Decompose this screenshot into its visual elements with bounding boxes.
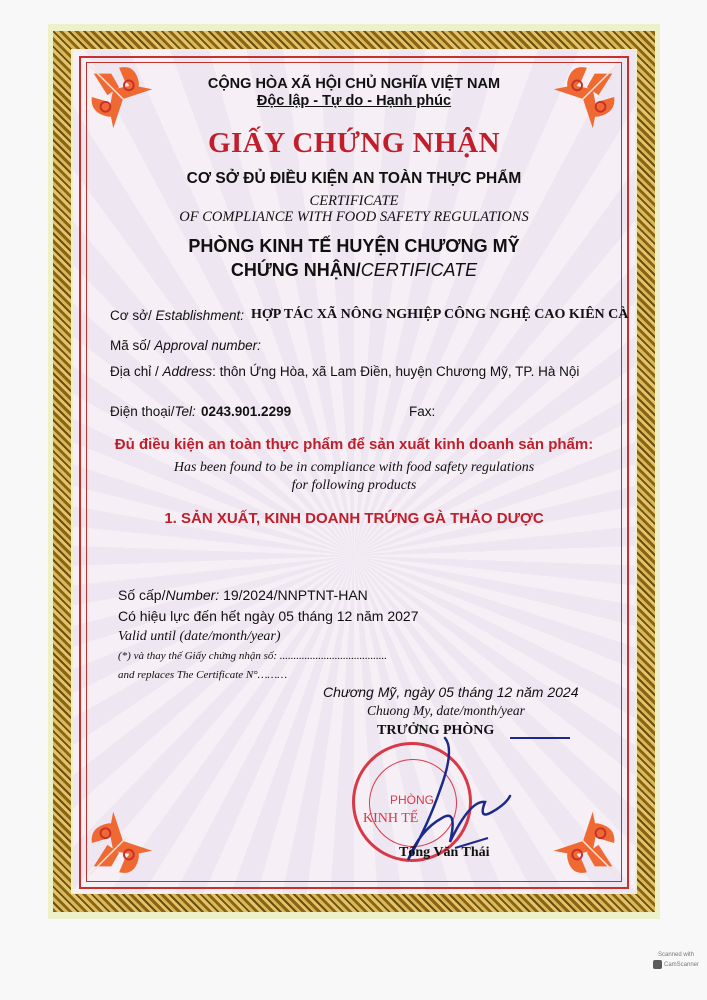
camscanner-logo-icon [653, 960, 662, 969]
valid-until-vn: Có hiệu lực đến hết ngày 05 tháng 12 năm 2027 [118, 608, 419, 624]
watermark-line2: CamScanner [663, 961, 699, 968]
compliance-statement-en-2: for following products [291, 478, 417, 493]
watermark-line1: Scanned with [657, 952, 695, 958]
approval-row [110, 338, 261, 353]
establishment-value: HỢP TÁC XÃ NÔNG NGHIỆP CÔNG NGHỆ CAO KIÊN CÀ [251, 307, 629, 322]
certificate-number-row [118, 587, 368, 603]
place-date-vn: Chương Mỹ, ngày 05 tháng 12 năm 2024 [323, 684, 579, 700]
country-name: CỘNG HÒA XÃ HỘI CHỦ NGHĨA VIỆT NAM [207, 76, 501, 92]
number-label-vn: Số cấp/ [118, 587, 166, 603]
signatory-position: TRƯỞNG PHÒNG [377, 723, 495, 738]
national-motto [80, 93, 628, 109]
approval-label-en: Approval number: [154, 338, 261, 353]
establishment-label-en: Establishment: [155, 308, 245, 323]
stamp-text-2: KINH TẾ [363, 811, 419, 826]
address-value: : thôn Ứng Hòa, xã Lam Điền, huyện Chương Mỹ, TP. Hà Nội [212, 364, 580, 379]
certificate-subtitle-vn: CƠ SỞ ĐỦ ĐIỀU KIỆN AN TOÀN THỰC PHẨM [186, 170, 522, 187]
replaces-vn: (*) và thay thế Giấy chứng nhận số: ....................................... [118, 650, 388, 662]
tel-label-vn: Điện thoại/ [110, 404, 175, 419]
issuer-name: PHÒNG KINH TẾ HUYỆN CHƯƠNG MỸ [188, 236, 520, 256]
compliance-statement-en-1: Has been found to be in compliance with food safety regulations [173, 460, 535, 475]
certificate-subtitle-en-2: OF COMPLIANCE WITH FOOD SAFETY REGULATIONS [179, 209, 529, 225]
certifies-vn: CHỨNG NHẬN/ [230, 260, 361, 280]
valid-until-en: Valid until (date/month/year) [118, 629, 281, 644]
tel-value: 0243.901.2299 [201, 404, 292, 419]
camscanner-watermark [648, 952, 704, 988]
stamp-text-1: PHÒNG [389, 793, 434, 807]
certifies-heading [80, 260, 628, 281]
tel-label-en: Tel: [174, 404, 196, 419]
corner-ornament-bottom-right-icon [544, 802, 622, 880]
address-label-en: Address [162, 364, 213, 379]
tel-row [110, 404, 196, 419]
address-label-vn: Địa chỉ / [110, 364, 159, 379]
fax-label: Fax: [409, 404, 436, 419]
approval-label-vn: Mã số/ [110, 338, 151, 353]
compliance-statement-vn: Đủ điều kiện an toàn thực phẩm để sản xuất kinh doanh sản phẩm: [114, 436, 594, 453]
place-date-en: Chuong My, date/month/year [367, 703, 525, 718]
product-item: 1. SẢN XUẤT, KINH DOANH TRỨNG GÀ THẢO DƯỢC [164, 510, 544, 527]
address-row [110, 364, 579, 379]
number-value: 19/2024/NNPTNT-HAN [223, 587, 368, 603]
certifies-en: CERTIFICATE [360, 260, 478, 280]
establishment-row [110, 308, 244, 323]
corner-ornament-bottom-left-icon [84, 802, 162, 880]
establishment-label-vn: Cơ sở/ [110, 308, 152, 323]
replaces-en: and replaces The Certificate N°……… [118, 669, 287, 681]
certificate-subtitle-en-1: CERTIFICATE [309, 193, 399, 209]
motto-text: Độc lập - Tự do - Hạnh phúc [256, 93, 452, 109]
number-label-en: Number: [165, 587, 220, 603]
certificate-title: GIẤY CHỨNG NHẬN [207, 127, 501, 159]
signatory-name: Tống Văn Thái [399, 845, 490, 860]
